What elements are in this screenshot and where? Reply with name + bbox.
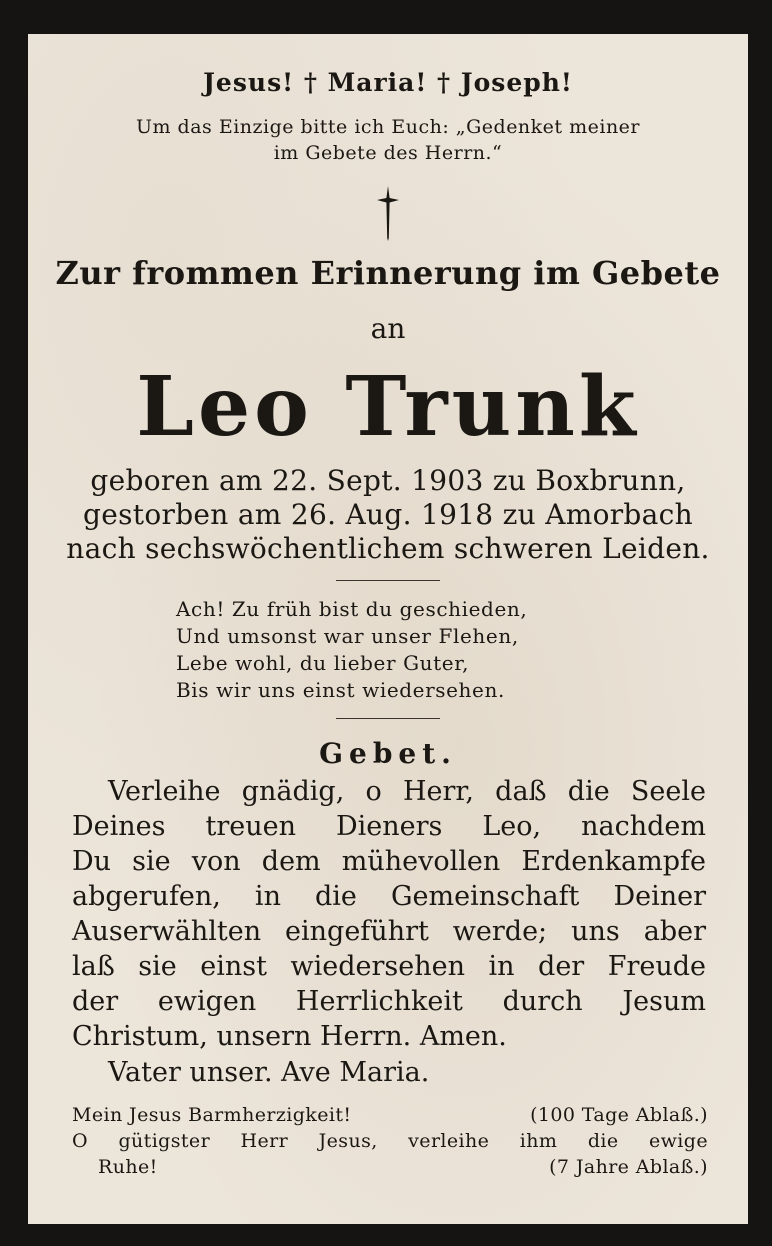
- suffering-line: nach sechswöchentlichem schweren Leiden.: [66, 532, 710, 565]
- memorial-card: [28, 34, 748, 1224]
- verse-line-4: Bis wir uns einst wiedersehen.: [176, 678, 505, 702]
- prayer-line-7: der ewigen Herrlichkeit durch Jesum: [72, 986, 706, 1017]
- prayer-line-4: abgerufen, in die Gemeinschaft Deiner: [72, 881, 706, 912]
- divider-bottom: [336, 718, 440, 719]
- verse-line-3: Lebe wohl, du lieber Guter,: [176, 651, 470, 675]
- deceased-name: Leo Trunk: [136, 359, 640, 455]
- indulgence-100-days: (100 Tage Ablaß.): [530, 1104, 708, 1126]
- memorial-title: Zur frommen Erinnerung im Gebete: [55, 254, 721, 292]
- prayer-line-5: Auserwählten eingeführt werde; uns aber: [72, 916, 706, 947]
- prayer-title: Gebet.: [319, 737, 457, 770]
- death-line: gestorben am 26. Aug. 1918 zu Amorbach: [83, 498, 693, 531]
- prayer-line-2: Deines treuen Dieners Leo, nachdem: [72, 811, 706, 842]
- memorial-preposition: an: [370, 312, 406, 345]
- verse-line-2: Und umsonst war unser Flehen,: [176, 624, 519, 648]
- prayer-line-6: laß sie einst wiedersehen in der Freude: [72, 951, 706, 982]
- indulgence-7-years: (7 Jahre Ablaß.): [549, 1156, 708, 1178]
- request-line-1: Um das Einzige bitte ich Euch: „Gedenket meiner: [135, 116, 641, 138]
- birth-line: geboren am 22. Sept. 1903 zu Boxbrunn,: [90, 464, 686, 497]
- divider-top: [336, 580, 440, 581]
- cross-icon: [373, 184, 403, 242]
- indulgence-rest: Ruhe!: [98, 1156, 158, 1178]
- indulgence-invocation: Mein Jesus Barmherzigkeit!: [72, 1104, 352, 1126]
- request-line-2: im Gebete des Herrn.“: [273, 142, 503, 164]
- invocation-header: Jesus! † Maria! † Joseph!: [203, 68, 573, 97]
- prayer-line-1: Verleihe gnädig, o Herr, daß die Seele: [108, 776, 706, 807]
- prayer-line-8: Christum, unsern Herrn. Amen.: [72, 1021, 507, 1052]
- indulgence-prayer-line: O gütigster Herr Jesus, verleihe ihm die ewige: [72, 1130, 708, 1152]
- verse-line-1: Ach! Zu früh bist du geschieden,: [176, 597, 528, 621]
- prayer-line-3: Du sie von dem mühevollen Erdenkampfe: [72, 846, 706, 877]
- prayer-line-9: Vater unser. Ave Maria.: [108, 1057, 430, 1088]
